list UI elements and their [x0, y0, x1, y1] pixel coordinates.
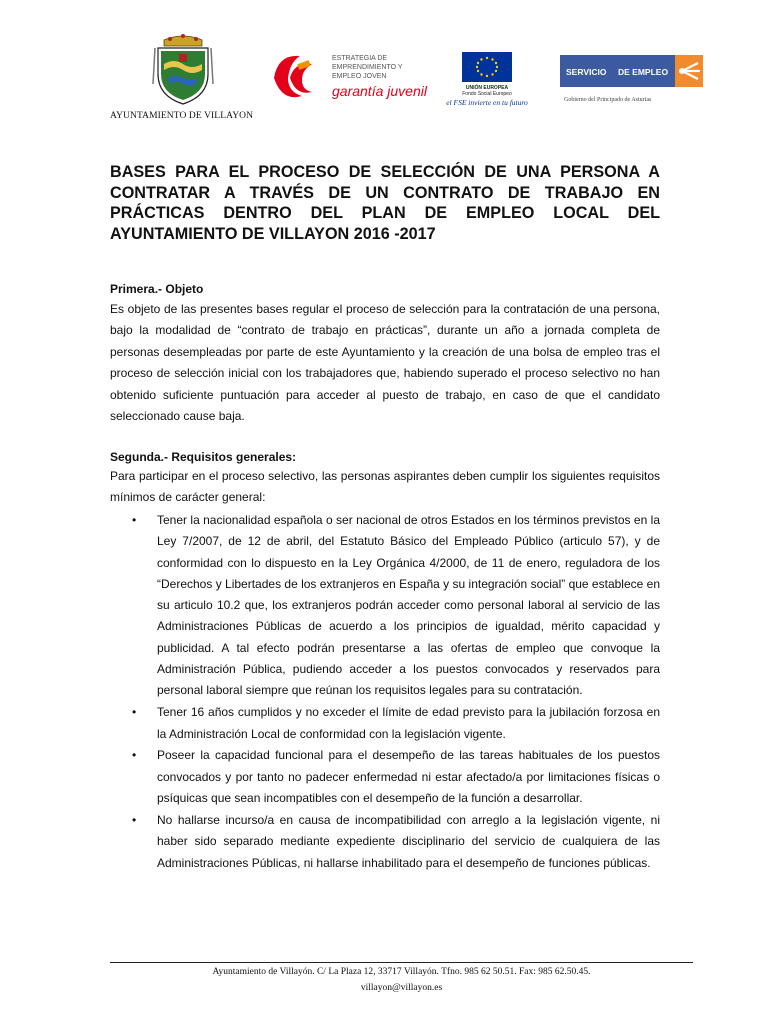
requirement-text: No hallarse incurso/a en causa de incompatibilidad con arreglo a la legislación vigente, ni haber sido separado mediante expediente disciplinario del servicio de cualquiera de las Administraciones Públicas, ni hallarse inhabilitado para el desempeño de funciones públicas.: [157, 812, 660, 870]
se-label-left: SERVICIO: [566, 67, 607, 77]
section-segunda-intro: Para participar en el proceso selectivo, las personas aspirantes deben cumplir los siguientes requisitos mínimos de carácter general:: [110, 469, 660, 505]
gj-brand: garantía juvenil: [332, 83, 427, 99]
garantia-juvenil-logo: [268, 48, 428, 106]
list-item: [110, 702, 660, 745]
bullet-icon: •: [132, 748, 137, 763]
list-item: [110, 745, 660, 809]
eu-line-1: UNIÓN EUROPEA: [465, 85, 509, 91]
footer-divider: [110, 962, 693, 963]
eu-line-2: Fondo Social Europeo: [462, 91, 512, 97]
section-primera-body: Es objeto de las presentes bases regular el proceso de selección para la contratación de una persona, bajo la modalidad de “contrato de trabajo en prácticas”, durante un año a jornada completa de personas desempleadas por parte de este Ayuntamiento y la creación de una bolsa de empleo tras el proceso de selección inicial con los trabajadores que, habiendo superado el proceso selectivo no han obtenido suficiente puntuación para acceder al puesto de trabajo, en caso de que el candidato seleccionado cause baja.: [110, 302, 660, 424]
eu-motto: el FSE invierte en tu futuro: [446, 98, 528, 107]
requirement-text: Poseer la capacidad funcional para el desempeño de las tareas habituales de los puestos convocados y por tanto no padecer enfermedad ni estar afectado/a por limitaciones físicas o psíquicas que sean incompatibles con el desempeño de la función a desarrollar.: [157, 748, 660, 806]
eu-fse-logo: [432, 52, 544, 108]
bullet-icon: •: [132, 812, 137, 827]
section-segunda-heading: Segunda.- Requisitos generales:: [110, 450, 297, 464]
bullet-icon: •: [132, 705, 137, 720]
section-primera-heading: Primera.- Objeto: [110, 282, 204, 296]
gj-line-2: EMPRENDIMIENTO Y: [332, 64, 403, 71]
se-label-right: DE EMPLEO: [618, 67, 669, 77]
requirement-text: Tener 16 años cumplidos y no exceder el límite de edad previsto para la jubilación forzosa en la Administración Local de conformidad con la legislación vigente.: [157, 705, 660, 741]
gj-line-1: ESTRATEGIA DE: [332, 55, 388, 62]
requirement-text: Tener la nacionalidad española o ser nacional de otros Estados en los términos previstos en la Ley 7/2007, de 12 de abril, del Estatuto Básico del Empleado Público (articulo 57), y de conformidad con lo dispuesto en la Ley Orgánica 4/2000, de 11 de enero, reguladora de los “Derechos y Libertades de los extranjeros en España y su integración social” que establece en su articulo 10.2 que, los extranjeros podrán acceder como personal laboral al servicio de las Administraciones Públicas de acuerdo a los principios de igualdad, mérito capacidad y publicidad. A tal efecto podrán presentarse a las ofertas de empleo que convoque la Administración Pública, pudiendo acceder a los puestos convocados y reservados para personal laboral siempre que reúnan los requisitos legales para su contratación.: [157, 513, 660, 698]
requirements-list: [110, 510, 660, 874]
footer-address: Ayuntamiento de Villayón. C/ La Plaza 12, 33717 Villayón. Tfno. 985 62 50.51. Fax: 985 62.50.45.: [212, 967, 591, 977]
municipal-crest-logo: [150, 34, 216, 106]
list-item: [110, 510, 660, 702]
document-title: BASES PARA EL PROCESO DE SELECCIÓN DE UNA PERSONA A CONTRATAR A TRAVÉS DE UN CONTRATO DE TRABAJO EN PRÁCTICAS DENTRO DEL PLAN DE EMPLEO LOCAL DEL AYUNTAMIENTO DE VILLAYON 2016 -2017: [110, 163, 660, 243]
bullet-icon: •: [132, 513, 137, 527]
gj-line-3: EMPLEO JOVEN: [332, 73, 387, 80]
footer-email: villayon@villayon.es: [360, 983, 443, 993]
list-item: [110, 810, 660, 874]
municipality-name: AYUNTAMIENTO DE VILLAYON: [110, 111, 254, 121]
servicio-empleo-logo: [560, 55, 705, 105]
se-sub: Gobierno del Principado de Asturias: [564, 97, 652, 103]
